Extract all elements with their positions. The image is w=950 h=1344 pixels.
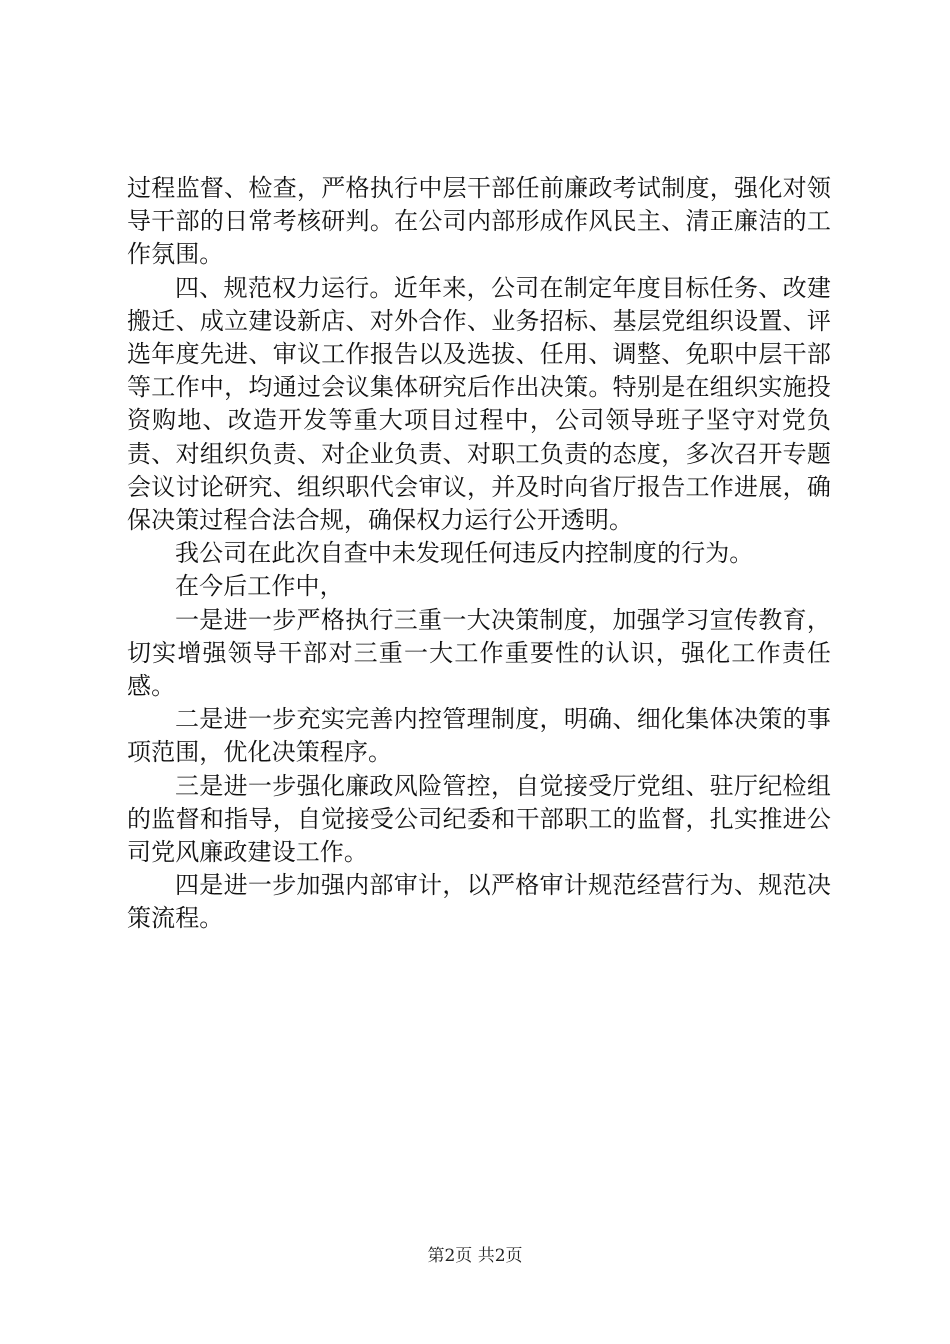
paragraph-item-four: 四是进一步加强内部审计，以严格审计规范经营行为、规范决策流程。 — [127, 871, 831, 933]
paragraph-item-two: 二是进一步充实完善内控管理制度，明确、细化集体决策的事项范围，优化决策程序。 — [127, 705, 831, 767]
paragraph-item-one: 一是进一步严格执行三重一大决策制度，加强学习宣传教育，切实增强领导干部对三重一大工作重要性的认识，强化工作责任感。 — [127, 605, 831, 701]
paragraph-self-check: 我公司在此次自查中未发现任何违反内控制度的行为。 — [175, 539, 754, 568]
document-body — [127, 172, 831, 936]
paragraph-future-work: 在今后工作中， — [175, 572, 344, 601]
paragraph-continuation: 过程监督、检查，严格执行中层干部任前廉政考试制度，强化对领导干部的日常考核研判。在公司内部形成作风民主、清正廉洁的工作氛围。 — [127, 174, 831, 269]
paragraph-power-operation: 四、规范权力运行。近年来，公司在制定年度目标任务、改建搬迁、成立建设新店、对外合作、业务招标、基层党组织设置、评选年度先进、审议工作报告以及选拔、任用、调整、免职中层干部等工作中，均通过会议集体研究后作出决策。特别是在组织实施投资购地、改造开发等重大项目过程中，公司领导班子坚守对党负责、对组织负责、对企业负责、对职工负责的态度，多次召开专题会议讨论研究、组织职代会审议，并及时向省厅报告工作进展，确保决策过程合法合规，确保权力运行公开透明。 — [127, 273, 831, 535]
page-number-footer: 第2页 共2页 — [427, 1246, 523, 1266]
paragraph-item-three: 三是进一步强化廉政风险管控，自觉接受厅党组、驻厅纪检组的监督和指导，自觉接受公司纪委和干部职工的监督，扎实推进公司党风廉政建设工作。 — [127, 771, 831, 867]
